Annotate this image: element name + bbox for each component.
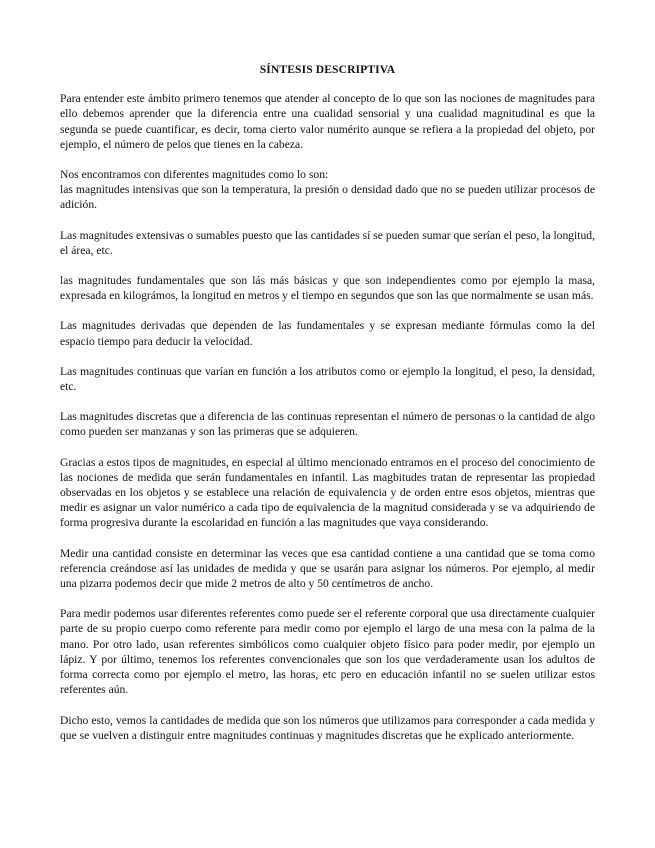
paragraph-continuous-magnitudes: Las magnitudes continuas que varían en función a los atributos como or ejemplo la longitud, el peso, la densidad, etc. [60,364,595,394]
intensive-magnitudes-text: las magnitudes intensivas que son la temperatura, la presión o densidad dado que no se pueden utilizar procesos de adición. [60,183,595,212]
paragraph-measuring-quantity: Medir una cantidad consiste en determinar las veces que esa cantidad contiene a una cantidad que se toma como referencia creándose así las unidades de medida y que se usarán para asignar los números. Por ejemplo, al medir una pizarra podemos decir que mide 2 metros de alto y 50 centímetros de ancho. [60,546,595,591]
paragraph-discrete-magnitudes: Las magnitudes discretas que a diferencia de las continuas representan el número de personas o la cantidad de algo como pueden ser manzanas y son las primeras que se adquieren. [60,410,595,439]
paragraph-extensive-magnitudes: Las magnitudes extensivas o sumables puesto que las cantidades sí se pueden sumar que serían el peso, la longitud, el área, etc. [60,228,595,257]
paragraph-fundamental-magnitudes: las magnitudes fundamentales que son lás más básicas y que son independientes como por ejemplo la masa, expresada en kilográmos, la longitud en metros y el tiempo en segundos que son las que normalmente se usan más. [60,274,595,303]
paragraph-conclusion: Dicho esto, vemos la cantidades de medida que son los números que utilizamos para corresponder a cada medida y que se vuelven a distinguir entre magnitudes continuas y magnitudes discretas que he explicado anteriormente. [60,713,595,742]
document-title: SÍNTESIS DESCRIPTIVA [259,63,396,76]
paragraph-derived-magnitudes: Las magnitudes derivadas que dependen de las fundamentales y se expresan mediante fórmulas como la del espacio tiempo para deducir la velocidad. [60,319,595,348]
paragraph-intro-concept: Para entender este ámbito primero tenemos que atender al concepto de lo que son las nociones de magnitudes para ello debemos aprender que la diferencia entre una cualidad sensorial y una cualidad magnitudinal es que la segunda se puede cuantificar, es decir, toma cierto valor numérito aunque se refiera a la propiedad del objeto, por ejemplo, el número de pelos que tienes en la cabeza. [60,92,595,151]
paragraph-referents: Para medir podemos usar diferentes referentes como puede ser el referente corporal que usa directamente cualquier parte de su propio cuerpo como referente para medir como por ejemplo el largo de una mesa con la palma de la mano. Por otro lado, usan referentes simbólicos como cualquier objeto físico para poder medir, por ejemplo un lápiz. Y por último, tenemos los referentes convencionales que son los que verdaderamente usan los adultos de forma correcta como por ejemplo el metro, las horas, etc pero en educación infantil no se suelen utilizar estos referentes aún. [60,607,595,697]
document-page [60,62,595,758]
paragraph-intensive-magnitudes [60,167,595,213]
intro-line: Nos encontramos con diferentes magnitudes como lo son: [60,168,329,182]
paragraph-measurement-notions: Gracias a estos tipos de magnitudes, en especial al último mencionado entramos en el proceso del conocimiento de las nociones de medida que serán fundamentales en infantil. Las magbitudes tratan de representar las propiedad observadas en los objetos y se establece una relación de equivalencia y de orden entre esos objetos, mientras que medir es asignar un valor numérico a cada tipo de equivalencia de la magnitud considerada y se va adquiriendo de forma progresiva durante la escolaridad en función a las magnitudes que vaya considerando. [60,455,595,530]
